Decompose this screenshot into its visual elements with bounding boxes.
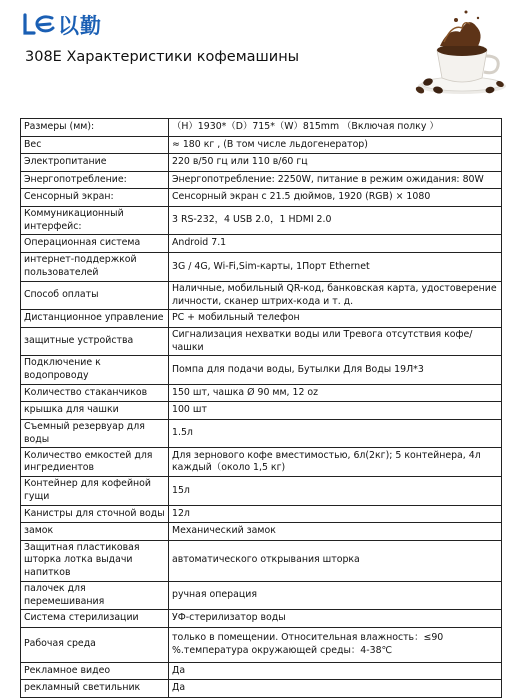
spec-value: Помпа для подачи воды, Бутылки Для Воды 19Л*3 bbox=[169, 356, 502, 384]
spec-param: Рекламное видео bbox=[21, 662, 169, 680]
spec-value: 1.5л bbox=[169, 419, 502, 447]
spec-value: 150 шт, чашка Ø 90 мм, 12 oz bbox=[169, 384, 502, 402]
table-row bbox=[21, 627, 502, 662]
table-row bbox=[21, 384, 502, 402]
spec-param: Количество стаканчиков bbox=[21, 384, 169, 402]
table-row bbox=[21, 206, 502, 234]
spec-value: Для зернового кофе вместимостью, 6л(2кг); 5 контейнера, 4л каждый（около 1,5 кг) bbox=[169, 448, 502, 477]
table-row bbox=[21, 505, 502, 523]
table-row bbox=[21, 523, 502, 541]
table-row bbox=[21, 610, 502, 628]
spec-param: палочек для перемешивания bbox=[21, 581, 169, 609]
spec-table bbox=[20, 118, 502, 698]
spec-param: Съемный резервуар для воды bbox=[21, 419, 169, 447]
spec-param: защитные устройства bbox=[21, 327, 169, 355]
spec-value: 220 в/50 гц или 110 в/60 гц bbox=[169, 154, 502, 172]
spec-param: Сенсорный экран: bbox=[21, 189, 169, 207]
table-row bbox=[21, 252, 502, 281]
spec-param: Размеры (мм): bbox=[21, 119, 169, 137]
table-row bbox=[21, 540, 502, 581]
spec-param: Операционная система bbox=[21, 235, 169, 253]
spec-param: Подключение к водопроводу bbox=[21, 356, 169, 384]
brand-logo-text: 以勤 bbox=[58, 14, 102, 38]
spec-param: Дистанционное управление bbox=[21, 310, 169, 328]
spec-value: 3 RS-232，4 USB 2.0，1 HDMI 2.0 bbox=[169, 206, 502, 234]
table-row bbox=[21, 477, 502, 505]
spec-param: Энергопотребление: bbox=[21, 171, 169, 189]
spec-value: 3G / 4G, Wi-Fi,Sim-карты, 1Порт Ethernet bbox=[169, 252, 502, 281]
table-row bbox=[21, 327, 502, 355]
spec-value: PC + мобильный телефон bbox=[169, 310, 502, 328]
spec-param: Количество емкостей для ингредиентов bbox=[21, 448, 169, 477]
spec-param: Канистры для сточной воды bbox=[21, 505, 169, 523]
table-row bbox=[21, 119, 502, 137]
spec-value: Механический замок bbox=[169, 523, 502, 541]
spec-param: рекламный светильник bbox=[21, 680, 169, 698]
spec-value: Сигнализация нехватки воды или Тревога отсутствия кофе/чашки bbox=[169, 327, 502, 355]
spec-param: Коммуникационный интерфейс: bbox=[21, 206, 169, 234]
spec-value: Энергопотребление: 2250W, питание в режим ожидания: 80W bbox=[169, 171, 502, 189]
table-row bbox=[21, 281, 502, 309]
spec-table-body bbox=[21, 119, 502, 698]
table-row bbox=[21, 581, 502, 609]
spec-param: Способ оплаты bbox=[21, 281, 169, 309]
table-row bbox=[21, 235, 502, 253]
spec-param: замок bbox=[21, 523, 169, 541]
spec-param: крышка для чашки bbox=[21, 402, 169, 420]
spec-value: 100 шт bbox=[169, 402, 502, 420]
spec-param: Электропитание bbox=[21, 154, 169, 172]
spec-value: Да bbox=[169, 680, 502, 698]
table-row bbox=[21, 136, 502, 154]
spec-value: только в помещении. Относительная влажность：≤90 %.температура окружающей среды：4-38℃ bbox=[169, 627, 502, 662]
table-row bbox=[21, 154, 502, 172]
spec-value: ≈ 180 кг , (В том числе льдогенератор) bbox=[169, 136, 502, 154]
table-row bbox=[21, 448, 502, 477]
spec-value: ручная операция bbox=[169, 581, 502, 609]
spec-value: Сенсорный экран с 21.5 дюймов, 1920 (RGB) × 1080 bbox=[169, 189, 502, 207]
spec-value: 12л bbox=[169, 505, 502, 523]
table-row bbox=[21, 310, 502, 328]
spec-value: автоматического открывания шторка bbox=[169, 540, 502, 581]
spec-param: интернет-поддержкой пользователей bbox=[21, 252, 169, 281]
spec-value: （H）1930*（D）715*（W）815mm （Включая полку ） bbox=[169, 119, 502, 137]
table-row bbox=[21, 171, 502, 189]
spec-value: Да bbox=[169, 662, 502, 680]
brand-logo-mark bbox=[22, 13, 56, 37]
brand-logo bbox=[22, 10, 102, 40]
spec-param: Защитная пластиковая шторка лотка выдачи напитков bbox=[21, 540, 169, 581]
page-title: 308E Характеристики кофемашины bbox=[25, 49, 300, 65]
spec-value: Наличные, мобильный QR-код, банковская карта, удостоверение личности, сканер штрих-кода и т. д. bbox=[169, 281, 502, 309]
spec-param: Контейнер для кофейной гущи bbox=[21, 477, 169, 505]
coffee-cup-icon bbox=[404, 6, 512, 98]
table-row bbox=[21, 662, 502, 680]
spec-param: Вес bbox=[21, 136, 169, 154]
spec-value: 15л bbox=[169, 477, 502, 505]
spec-param: Рабочая среда bbox=[21, 627, 169, 662]
table-row bbox=[21, 419, 502, 447]
table-row bbox=[21, 189, 502, 207]
table-row bbox=[21, 402, 502, 420]
spec-param: Система стерилизации bbox=[21, 610, 169, 628]
table-row bbox=[21, 356, 502, 384]
spec-value: Android 7.1 bbox=[169, 235, 502, 253]
table-row bbox=[21, 680, 502, 698]
spec-value: УФ-стерилизатор воды bbox=[169, 610, 502, 628]
